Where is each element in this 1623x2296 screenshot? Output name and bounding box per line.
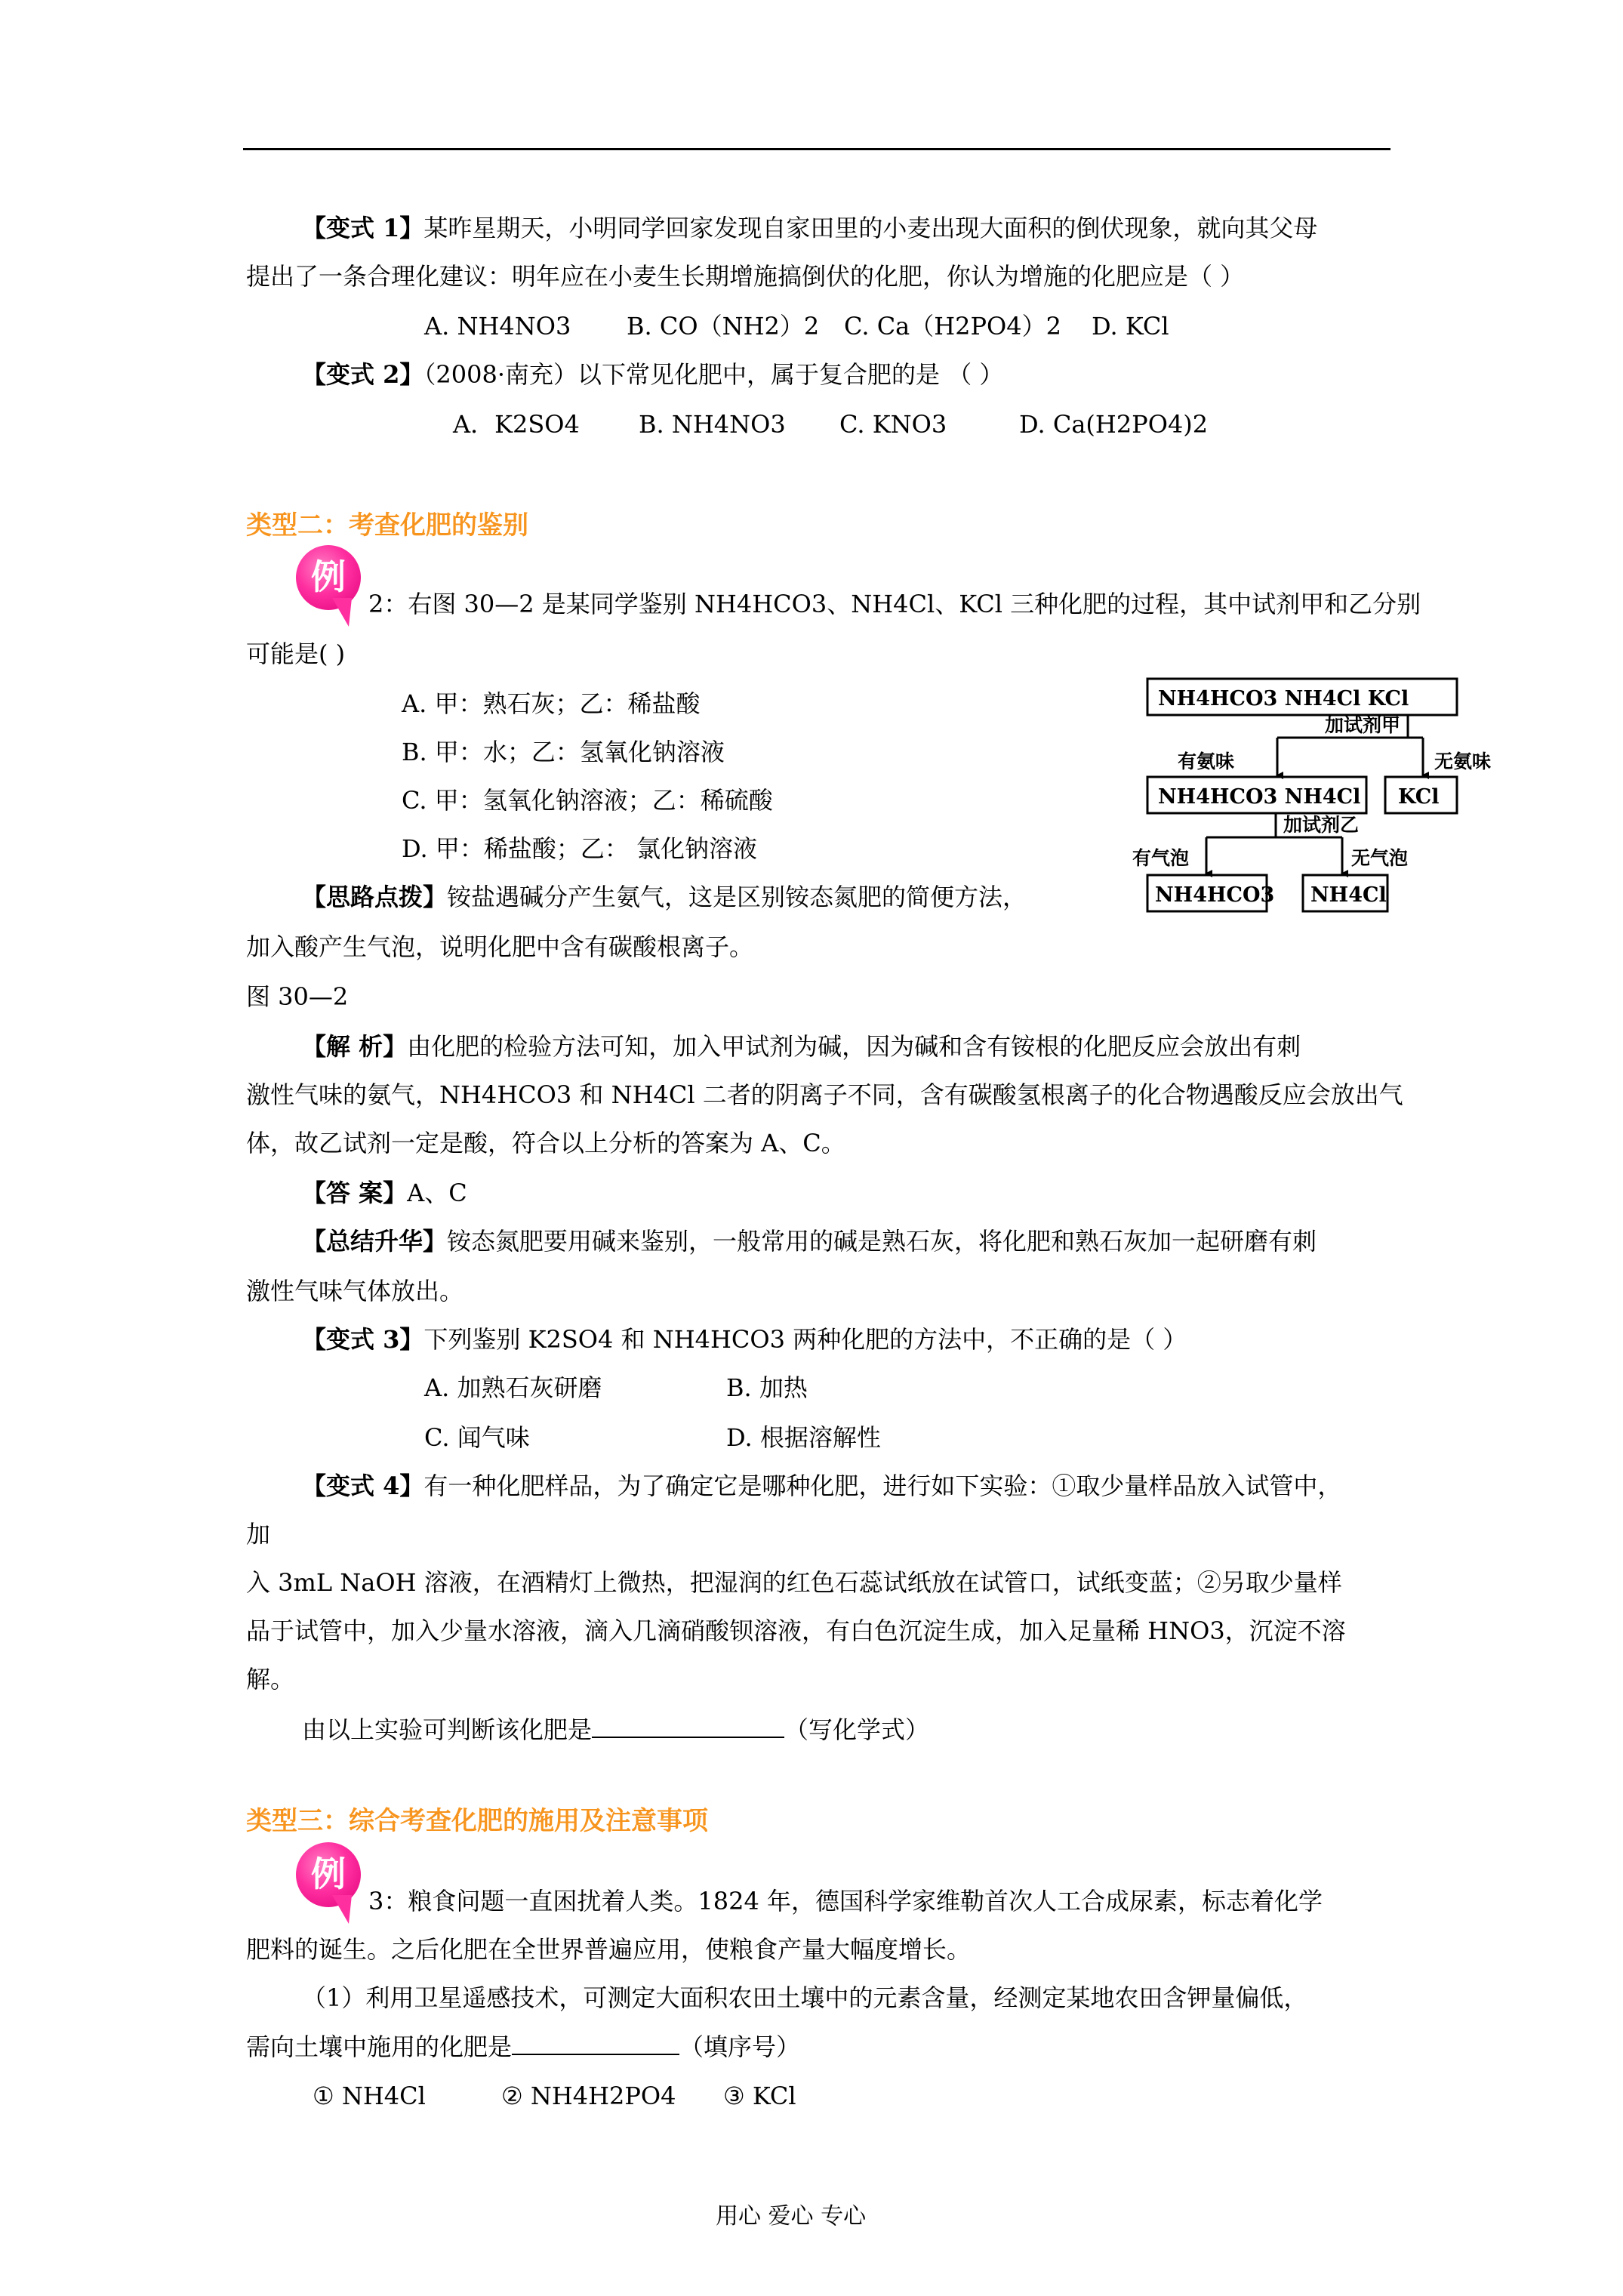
variant3-option-a: A. 加熟石灰研磨 (424, 1373, 602, 1402)
variant4-line1: 【变式 4】有一种化肥样品，为了确定它是哪种化肥，进行如下实验：①取少量样品放入试管中， (302, 1472, 1342, 1500)
variant2-option-a: A．K2SO4 (453, 410, 580, 439)
type2-heading: 类型二：考查化肥的鉴别 (246, 510, 528, 541)
diagram-box-top-text: NH4HCO3 NH4Cl KCl (1158, 687, 1409, 710)
diagram-box-mid-left-text: NH4HCO3 NH4Cl (1158, 785, 1361, 809)
diagram-right2: 无气泡 (1351, 847, 1409, 869)
answer-line: 【答 案】A、C (302, 1179, 467, 1207)
diagram-left1: 有氨味 (1178, 750, 1235, 772)
analysis-line1: 【解 析】由化肥的检验方法可知，加入甲试剂为碱，因为碱和含有铵根的化肥反应会放出有刺 (302, 1032, 1301, 1061)
example-badge-tail (332, 598, 352, 627)
variant4-line2: 加 (246, 1520, 271, 1549)
example-badge-tail (332, 1895, 352, 1924)
diagram-box-bot-left-text: NH4HCO3 (1155, 883, 1275, 907)
identification-flow-diagram (1132, 676, 1525, 925)
variant1-line1: 【变式 1】某昨星期天，小明同学回家发现自家田里的小麦出现大面积的倒伏现象，就向其父母 (302, 214, 1318, 242)
example3-q1-line2: 需向土壤中施用的化肥是 （填序号） (246, 2032, 801, 2061)
variant1-option-c: C. Ca（H2PO4）2 (844, 312, 1062, 341)
summary-line2: 激性气味气体放出。 (246, 1277, 464, 1305)
answer-blank[interactable] (592, 1714, 784, 1738)
header-rule (243, 148, 1390, 150)
variant1-option-b: B. CO（NH2）2 (627, 312, 820, 341)
variant3-label: 【变式 3】 (302, 1325, 424, 1354)
example3-line2: 肥料的诞生。之后化肥在全世界普遍应用，使粮食产量大幅度增长。 (246, 1935, 972, 1964)
variant1-option-a: A. NH4NO3 (424, 312, 571, 341)
diagram-reagent2: 加试剂乙 (1283, 814, 1360, 836)
variant2-option-c: C. KNO3 (839, 410, 947, 439)
answer-blank[interactable] (512, 2031, 679, 2055)
example3-option-2: ② NH4H2PO4 (501, 2082, 676, 2110)
variant4-line3: 入 3mL NaOH 溶液，在酒精灯上微热，把湿润的红色石蕊试纸放在试管口，试纸变蓝；②另取少量样 (246, 1568, 1342, 1597)
variant2-option-b: B. NH4NO3 (639, 410, 786, 439)
example-badge: 例 (296, 545, 361, 610)
analysis-line3: 体，故乙试剂一定是酸，符合以上分析的答案为 A、C。 (246, 1129, 845, 1157)
figure-caption: 图 30—2 (246, 982, 349, 1011)
analysis-label: 【解 析】 (302, 1032, 408, 1061)
variant3-option-c: C. 闻气味 (424, 1423, 530, 1452)
answer-label: 【答 案】 (302, 1179, 408, 1207)
variant2-option-d: D. Ca(H2PO4)2 (1019, 410, 1209, 439)
diagram-reagent1: 加试剂甲 (1325, 714, 1401, 736)
variant4-line4: 品于试管中，加入少量水溶液，滴入几滴硝酸钡溶液，有白色沉淀生成，加入足量稀 HNO3，沉淀不溶 (246, 1616, 1346, 1645)
variant2-line: 【变式 2】（2008·南充）以下常见化肥中，属于复合肥的是 （ ） (302, 360, 1004, 389)
example3-option-1: ① NH4Cl (313, 2082, 426, 2110)
analysis-line2: 激性气味的氨气，NH4HCO3 和 NH4Cl 二者的阴离子不同，含有碳酸氢根离子的化合物遇酸反应会放出气 (246, 1080, 1403, 1109)
variant3-option-b: B. 加热 (726, 1373, 808, 1402)
example2-option-d: D. 甲：稀盐酸；乙： 氯化钠溶液 (402, 834, 758, 863)
variant3-option-d: D. 根据溶解性 (726, 1423, 881, 1452)
example2-option-a: A. 甲：熟石灰；乙：稀盐酸 (402, 689, 701, 718)
example-badge: 例 (296, 1842, 361, 1907)
hint-label: 【思路点拨】 (302, 883, 448, 911)
example2-line1: 2：右图 30—2 是某同学鉴别 NH4HCO3、NH4Cl、KCl 三种化肥的过程，其中试剂甲和乙分别 (368, 590, 1421, 618)
example2-hint-line2: 加入酸产生气泡，说明化肥中含有碳酸根离子。 (246, 932, 754, 961)
variant4-conclusion: 由以上实验可判断该化肥是 （写化学式） (302, 1715, 930, 1744)
example2-option-c: C. 甲：氢氧化钠溶液；乙：稀硫酸 (402, 786, 773, 815)
page-footer: 用心 爱心 专心 (716, 2203, 867, 2230)
diagram-right1: 无氨味 (1434, 750, 1492, 772)
variant2-label: 【变式 2】 (302, 360, 424, 389)
variant4-label: 【变式 4】 (302, 1472, 424, 1500)
summary-label: 【总结升华】 (302, 1227, 448, 1256)
diagram-left2: 有气泡 (1132, 847, 1190, 869)
diagram-box-bot-right-text: NH4Cl (1310, 883, 1387, 907)
variant1-line2: 提出了一条合理化建议：明年应在小麦生长期增施搞倒伏的化肥，你认为增施的化肥应是（ ） (246, 262, 1245, 291)
example2-hint: 【思路点拨】铵盐遇碱分产生氨气，这是区别铵态氮肥的简便方法， (302, 883, 1027, 911)
variant4-line5: 解。 (246, 1665, 295, 1693)
diagram-box-mid-right-text: KCl (1398, 785, 1440, 809)
type3-heading: 类型三：综合考查化肥的施用及注意事项 (246, 1806, 708, 1836)
variant3-line: 【变式 3】下列鉴别 K2SO4 和 NH4HCO3 两种化肥的方法中，不正确的是（ ） (302, 1325, 1187, 1354)
summary-line1: 【总结升华】铵态氮肥要用碱来鉴别，一般常用的碱是熟石灰，将化肥和熟石灰加一起研磨有刺 (302, 1227, 1317, 1256)
example2-option-b: B. 甲：水；乙：氢氧化钠溶液 (402, 738, 725, 766)
example3-option-3: ③ KCl (723, 2082, 796, 2110)
example3-q1-line1: （1）利用卫星遥感技术，可测定大面积农田土壤中的元素含量，经测定某地农田含钾量偏低， (302, 1983, 1308, 2012)
variant1-option-d: D. KCl (1092, 312, 1169, 341)
example3-line1: 3：粮食问题一直困扰着人类。1824 年，德国科学家维勒首次人工合成尿素，标志着化学 (368, 1887, 1323, 1915)
example2-line2: 可能是( ) (246, 639, 346, 668)
variant1-label: 【变式 1】 (302, 214, 424, 242)
